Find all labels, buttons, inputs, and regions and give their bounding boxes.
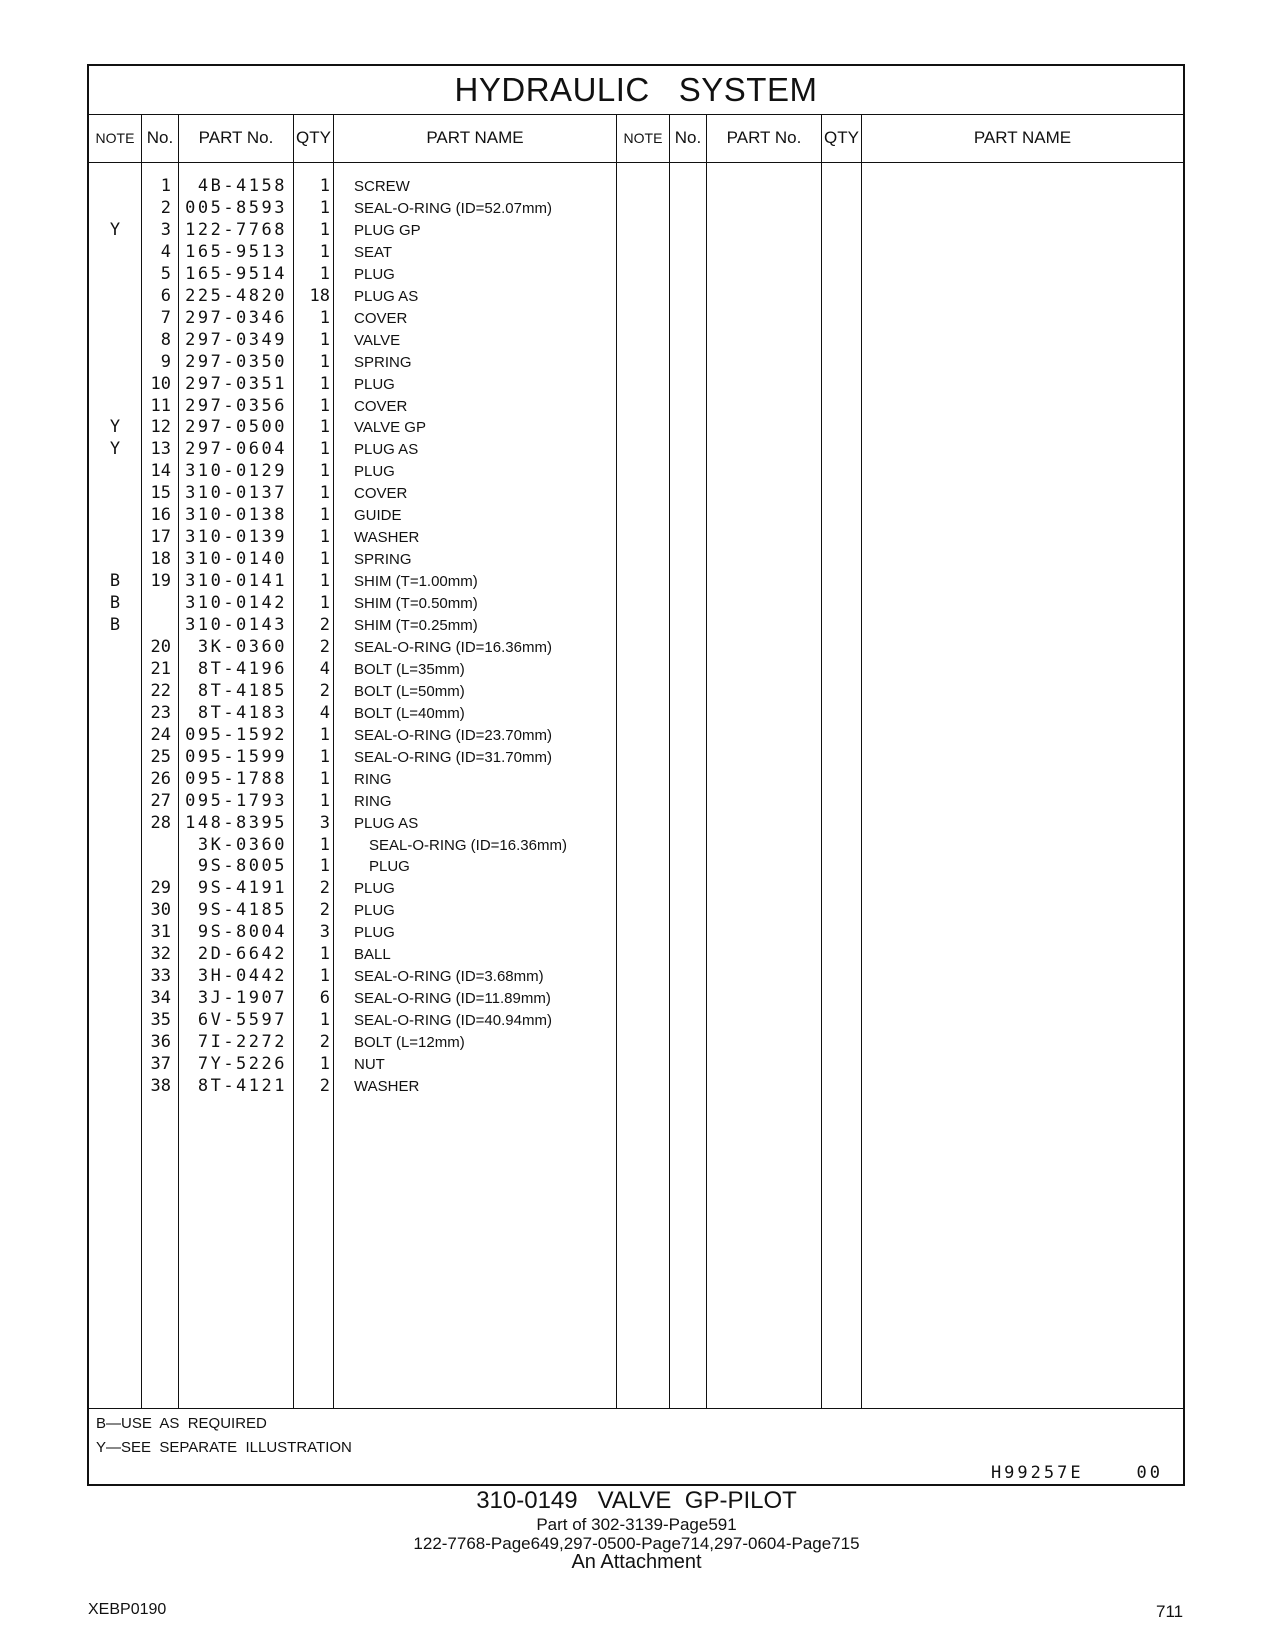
note-cell [89, 768, 141, 791]
note-cell [89, 1075, 141, 1098]
table-row [89, 680, 1183, 703]
part-name-cell: BOLT (L=12mm) [354, 1034, 465, 1052]
note-cell: Y [109, 219, 121, 240]
part-number-cell: 7Y-5226 [197, 1054, 287, 1074]
parts-list [89, 163, 1183, 1096]
table-row [89, 724, 1183, 747]
quantity-cell: 1 [319, 944, 330, 965]
note-cell [89, 1053, 141, 1076]
part-name-cell: PLUG [354, 924, 395, 942]
table-row [89, 658, 1183, 681]
header-part-name-right: PART NAME [973, 128, 1072, 147]
quantity-cell: 1 [319, 417, 330, 438]
table-row [89, 548, 1183, 571]
part-number-cell: 4B-4158 [197, 176, 287, 196]
quantity-cell: 2 [319, 636, 330, 657]
header-note-right: NOTE [623, 130, 663, 146]
quantity-cell: 1 [319, 1054, 330, 1074]
note-cell [89, 504, 141, 527]
part-name-cell: COVER [354, 309, 408, 327]
part-number-cell: 297-0500 [185, 417, 287, 438]
note-cell: Y [109, 417, 121, 438]
item-number-cell: 25 [150, 746, 171, 767]
item-number-cell: 30 [150, 900, 171, 921]
item-number-cell: 23 [150, 702, 171, 723]
item-number-cell: 4 [160, 241, 171, 262]
part-name-cell: SEAL-O-RING (ID=11.89mm) [354, 990, 551, 1008]
reference-code: H99257E 00 [990, 1463, 1163, 1483]
part-name-cell: BOLT (L=50mm) [354, 682, 465, 700]
note-cell [89, 834, 141, 857]
table-row [89, 416, 1183, 439]
quantity-cell: 1 [319, 439, 330, 460]
table-row [89, 790, 1183, 813]
part-name-cell: SEAL-O-RING (ID=16.36mm) [354, 638, 552, 656]
item-number-cell: 16 [150, 505, 171, 526]
part-number-cell: 8T-4183 [197, 702, 287, 723]
note-cell [89, 197, 141, 220]
part-number-cell: 297-0604 [185, 439, 287, 460]
header-part-no-right: PART No. [726, 128, 802, 147]
notes-footer [89, 1408, 1183, 1487]
part-number-cell: 310-0141 [185, 571, 287, 592]
part-number-cell: 095-1599 [185, 746, 287, 767]
item-number-cell: 34 [150, 988, 171, 1009]
table-row [89, 1031, 1183, 1054]
quantity-cell: 1 [319, 527, 330, 548]
quantity-cell: 1 [319, 483, 330, 504]
note-cell [89, 943, 141, 966]
note-cell [89, 351, 141, 374]
note-cell [89, 1031, 141, 1054]
quantity-cell: 2 [319, 1032, 330, 1053]
quantity-cell: 1 [319, 724, 330, 745]
part-number-cell: 095-1788 [185, 768, 287, 789]
table-row [89, 504, 1183, 527]
item-number-cell: 18 [150, 549, 171, 570]
part-name-cell: PLUG [369, 858, 410, 876]
quantity-cell: 1 [319, 571, 330, 592]
item-number-cell [142, 614, 171, 637]
note-cell [89, 724, 141, 747]
part-name-cell: GUIDE [354, 507, 402, 525]
table-row [89, 373, 1183, 396]
quantity-cell: 1 [319, 219, 330, 240]
quantity-cell: 1 [319, 176, 330, 196]
note-cell: B [109, 615, 121, 635]
note-cell [89, 680, 141, 703]
part-name-cell: SHIM (T=1.00mm) [354, 573, 478, 591]
quantity-cell: 1 [319, 351, 330, 372]
part-number-cell: 310-0137 [185, 483, 287, 504]
part-name-cell: PLUG GP [354, 221, 421, 239]
note-cell [89, 395, 141, 418]
part-number-cell: 8T-4121 [197, 1075, 287, 1096]
part-number-cell: 9S-4191 [197, 878, 287, 899]
item-number-cell: 32 [150, 944, 171, 965]
part-name-cell: COVER [354, 397, 408, 415]
quantity-cell: 1 [319, 307, 330, 328]
part-number-cell: 297-0349 [185, 329, 287, 350]
item-number-cell: 8 [160, 329, 171, 350]
quantity-cell: 1 [319, 197, 330, 218]
item-number-cell: 7 [160, 307, 171, 328]
part-number-cell: 148-8395 [185, 812, 287, 833]
item-number-cell [142, 855, 171, 878]
part-name-cell: BOLT (L=35mm) [354, 660, 465, 678]
table-row [89, 482, 1183, 505]
quantity-cell: 2 [319, 680, 330, 701]
part-number-cell: 8T-4196 [197, 658, 287, 679]
header-no-right: No. [674, 128, 702, 147]
note-cell [89, 702, 141, 725]
note-cell [89, 329, 141, 352]
part-number-cell: 310-0142 [185, 593, 287, 614]
table-row [89, 307, 1183, 330]
part-name-cell: SPRING [354, 551, 412, 569]
quantity-cell: 1 [319, 834, 330, 855]
part-number-cell: 310-0139 [185, 527, 287, 548]
table-row [89, 746, 1183, 769]
quantity-cell: 1 [319, 1010, 330, 1031]
part-number-cell: 310-0129 [185, 461, 287, 482]
part-name-cell: SEAL-O-RING (ID=52.07mm) [354, 199, 552, 217]
part-number-cell: 122-7768 [185, 219, 287, 240]
table-row [89, 460, 1183, 483]
item-number-cell: 37 [150, 1054, 171, 1074]
part-name-cell: SEAL-O-RING (ID=3.68mm) [354, 968, 544, 986]
header-qty-left: QTY [296, 128, 331, 147]
item-number-cell: 20 [150, 636, 171, 657]
part-number-cell: 165-9513 [185, 241, 287, 262]
quantity-cell: 1 [319, 790, 330, 811]
part-number-cell: 310-0138 [185, 505, 287, 526]
note-cell [89, 899, 141, 922]
table-row [89, 1053, 1183, 1076]
table-row [89, 987, 1183, 1010]
part-name-cell: VALVE GP [354, 419, 426, 437]
quantity-cell: 4 [319, 658, 330, 679]
item-number-cell: 14 [150, 461, 171, 482]
part-name-cell: PLUG AS [354, 441, 419, 459]
note-cell [89, 175, 141, 198]
quantity-cell: 1 [319, 856, 330, 877]
part-name-cell: PLUG [354, 880, 395, 898]
caption-part-of: Part of 302-3139-Page591 [536, 1515, 737, 1534]
quantity-cell: 1 [319, 329, 330, 350]
table-row [89, 877, 1183, 900]
note-cell [89, 636, 141, 659]
part-number-cell: 297-0350 [185, 351, 287, 372]
table-header [89, 114, 1183, 163]
note-cell [89, 526, 141, 549]
item-number-cell: 6 [160, 285, 171, 306]
part-number-cell: 6V-5597 [197, 1010, 287, 1031]
table-row [89, 570, 1183, 593]
table-row [89, 526, 1183, 549]
header-part-no-left: PART No. [198, 128, 274, 147]
note-cell: B [109, 593, 121, 614]
part-name-cell: WASHER [354, 529, 420, 547]
table-row [89, 395, 1183, 418]
part-number-cell: 7I-2272 [197, 1032, 287, 1053]
part-name-cell: PLUG [354, 463, 395, 481]
item-number-cell: 12 [150, 417, 171, 438]
note-cell [89, 790, 141, 813]
table-row [89, 614, 1183, 637]
note-cell [89, 241, 141, 264]
table-row [89, 592, 1183, 615]
note-cell [89, 285, 141, 308]
table-row [89, 834, 1183, 857]
part-name-cell: SHIM (T=0.50mm) [354, 595, 478, 613]
quantity-cell: 1 [319, 263, 330, 284]
quantity-cell: 6 [319, 988, 330, 1009]
note-cell [89, 548, 141, 571]
item-number-cell: 28 [150, 812, 171, 833]
table-row [89, 855, 1183, 878]
part-name-cell: SHIM (T=0.25mm) [354, 617, 478, 634]
item-number-cell: 13 [150, 439, 171, 460]
note-cell [89, 307, 141, 330]
table-row [89, 768, 1183, 791]
part-name-cell: BALL [354, 946, 391, 964]
item-number-cell: 9 [160, 351, 171, 372]
item-number-cell: 22 [150, 680, 171, 701]
table-row [89, 285, 1183, 308]
table-row [89, 197, 1183, 220]
table-row [89, 1075, 1183, 1098]
part-number-cell: 9S-4185 [197, 900, 287, 921]
part-number-cell: 095-1793 [185, 790, 287, 811]
quantity-cell: 1 [319, 593, 330, 614]
table-row [89, 965, 1183, 988]
note-y-legend: Y—SEE SEPARATE ILLUSTRATION [96, 1439, 352, 1456]
table-row [89, 943, 1183, 966]
table-row [89, 702, 1183, 725]
item-number-cell: 26 [150, 768, 171, 789]
page-number: 711 [1156, 1602, 1184, 1621]
caption-title: 310-0149 VALVE GP-PILOT [476, 1487, 797, 1514]
quantity-cell: 2 [319, 1075, 330, 1096]
part-name-cell: SEAL-O-RING (ID=23.70mm) [354, 726, 552, 744]
item-number-cell: 27 [150, 790, 171, 811]
item-number-cell: 35 [150, 1010, 171, 1031]
part-name-cell: VALVE [354, 331, 401, 349]
part-number-cell: 297-0346 [185, 307, 287, 328]
quantity-cell: 1 [319, 373, 330, 394]
quantity-cell: 18 [309, 285, 330, 306]
note-cell [89, 855, 141, 878]
quantity-cell: 1 [319, 461, 330, 482]
quantity-cell: 1 [319, 746, 330, 767]
part-number-cell: 2D-6642 [197, 944, 287, 965]
item-number-cell [142, 592, 171, 615]
part-number-cell: 225-4820 [185, 285, 287, 306]
table-row [89, 899, 1183, 922]
note-cell [89, 460, 141, 483]
part-number-cell: 8T-4185 [197, 680, 287, 701]
part-number-cell: 3H-0442 [197, 966, 287, 987]
quantity-cell: 3 [319, 922, 330, 943]
item-number-cell: 24 [150, 724, 171, 745]
caption-references: 122-7768-Page649,297-0500-Page714,297-0604-Page715 [413, 1534, 860, 1553]
item-number-cell: 19 [150, 571, 171, 592]
part-name-cell: SEAL-O-RING (ID=40.94mm) [354, 1012, 552, 1030]
part-name-cell: SEAT [354, 243, 393, 261]
section-title: HYDRAULIC SYSTEM [89, 66, 1183, 115]
header-qty-right: QTY [824, 128, 859, 147]
note-cell [89, 746, 141, 769]
quantity-cell: 2 [319, 878, 330, 899]
quantity-cell: 1 [319, 768, 330, 789]
item-number-cell: 5 [160, 263, 171, 284]
table-row [89, 351, 1183, 374]
quantity-cell: 1 [319, 395, 330, 416]
note-cell [89, 987, 141, 1010]
table-row [89, 438, 1183, 461]
note-cell [89, 658, 141, 681]
table-row [89, 175, 1183, 198]
part-number-cell: 3K-0360 [197, 834, 287, 855]
item-number-cell: 31 [150, 922, 171, 943]
quantity-cell: 2 [319, 615, 330, 635]
part-name-cell: COVER [354, 485, 408, 503]
note-cell [89, 1009, 141, 1032]
quantity-cell: 3 [319, 812, 330, 833]
header-part-name-left: PART NAME [426, 128, 524, 147]
table-row [89, 219, 1183, 242]
item-number-cell: 15 [150, 483, 171, 504]
item-number-cell: 1 [160, 176, 171, 196]
quantity-cell: 1 [319, 966, 330, 987]
note-cell [89, 812, 141, 835]
quantity-cell: 4 [319, 702, 330, 723]
note-cell [89, 877, 141, 900]
part-name-cell: BOLT (L=40mm) [354, 704, 465, 722]
note-b-legend: B—USE AS REQUIRED [96, 1415, 267, 1432]
caption-attachment: An Attachment [571, 1551, 702, 1573]
item-number-cell: 2 [160, 197, 171, 218]
item-number-cell [142, 834, 171, 857]
parts-table-frame [87, 64, 1185, 1486]
item-number-cell: 36 [150, 1032, 171, 1053]
part-name-cell: PLUG AS [354, 287, 419, 305]
table-row [89, 241, 1183, 264]
part-number-cell: 095-1592 [185, 724, 287, 745]
part-name-cell: RING [354, 770, 392, 788]
part-number-cell: 3K-0360 [197, 636, 287, 657]
part-name-cell: PLUG AS [354, 814, 419, 832]
part-number-cell: 165-9514 [185, 263, 287, 284]
note-cell [89, 263, 141, 286]
part-name-cell: PLUG [354, 902, 395, 920]
part-name-cell: PLUG [354, 265, 395, 283]
quantity-cell: 2 [319, 900, 330, 921]
table-row [89, 263, 1183, 286]
table-row [89, 812, 1183, 835]
part-number-cell: 3J-1907 [197, 988, 287, 1009]
item-number-cell: 33 [150, 966, 171, 987]
part-name-cell: RING [354, 792, 392, 810]
quantity-cell: 1 [319, 505, 330, 526]
item-number-cell: 21 [150, 658, 171, 679]
note-cell: B [109, 571, 121, 592]
quantity-cell: 1 [319, 241, 330, 262]
table-row [89, 921, 1183, 944]
part-name-cell: NUT [354, 1056, 385, 1073]
note-cell [89, 482, 141, 505]
part-name-cell: PLUG [354, 375, 395, 393]
note-cell [89, 965, 141, 988]
part-number-cell: 9S-8004 [197, 922, 287, 943]
document-code: XEBP0190 [88, 1601, 167, 1618]
table-row [89, 329, 1183, 352]
part-number-cell: 310-0140 [185, 549, 287, 570]
part-number-cell: 297-0356 [185, 395, 287, 416]
item-number-cell: 38 [150, 1075, 171, 1096]
part-number-cell: 310-0143 [185, 615, 287, 635]
item-number-cell: 10 [150, 373, 171, 394]
part-name-cell: WASHER [354, 1077, 420, 1095]
note-cell [89, 921, 141, 944]
part-number-cell: 005-8593 [185, 197, 287, 218]
part-name-cell: SPRING [354, 353, 412, 371]
quantity-cell: 1 [319, 549, 330, 570]
part-name-cell: SCREW [354, 178, 410, 195]
part-number-cell: 297-0351 [185, 373, 287, 394]
item-number-cell: 3 [160, 219, 171, 240]
item-number-cell: 11 [150, 395, 171, 416]
table-row [89, 1009, 1183, 1032]
part-number-cell: 9S-8005 [197, 856, 287, 877]
note-cell: Y [109, 439, 121, 460]
note-cell [89, 373, 141, 396]
item-number-cell: 29 [150, 878, 171, 899]
header-no-left: No. [146, 128, 174, 147]
part-name-cell: SEAL-O-RING (ID=31.70mm) [354, 748, 552, 766]
item-number-cell: 17 [150, 527, 171, 548]
table-row [89, 636, 1183, 659]
part-name-cell: SEAL-O-RING (ID=16.36mm) [369, 836, 567, 854]
header-note-left: NOTE [95, 130, 135, 146]
